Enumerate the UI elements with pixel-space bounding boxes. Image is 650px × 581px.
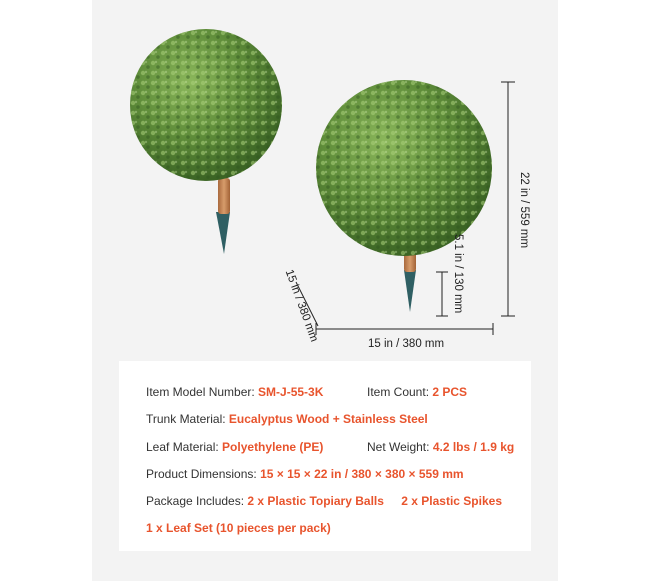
- spec-value: Eucalyptus Wood + Stainless Steel: [228, 412, 428, 426]
- spec-label: Product Dimensions:: [146, 467, 257, 481]
- spec-row-weight: [367, 440, 514, 454]
- spec-row-trunk: [146, 412, 428, 426]
- spec-value: 2 x Plastic Spikes: [401, 494, 502, 508]
- spec-row-dimensions: [146, 467, 464, 481]
- spec-label: Item Model Number:: [146, 385, 255, 399]
- spec-label: Item Count:: [367, 385, 430, 399]
- spec-value: 15 × 15 × 22 in / 380 × 380 × 559 mm: [260, 467, 464, 481]
- spec-row-package: [146, 494, 502, 508]
- spec-label: Package Includes:: [146, 494, 245, 508]
- left-topiary: [130, 29, 282, 254]
- spec-value: 2 PCS: [432, 385, 468, 399]
- right-spike: [404, 270, 416, 312]
- spec-label: Trunk Material:: [146, 412, 226, 426]
- spec-row-leaf: [146, 440, 323, 454]
- left-trunk: [218, 178, 230, 214]
- spec-label: Leaf Material:: [146, 440, 219, 454]
- spec-value: 1 x Leaf Set (10 pieces per pack): [146, 521, 331, 535]
- spec-row-model: [146, 385, 323, 399]
- spec-row-count: [367, 385, 467, 399]
- spec-value: SM-J-55-3K: [258, 385, 324, 399]
- spec-label: Net Weight:: [367, 440, 430, 454]
- spec-row-package-cont: [146, 521, 331, 535]
- left-spike: [216, 212, 230, 254]
- spec-card: [119, 361, 531, 551]
- trunk-dimension-label: 5.1 in / 130 mm: [452, 234, 464, 314]
- width-dimension-label: 15 in / 380 mm: [368, 338, 445, 350]
- spec-value: Polyethylene (PE): [222, 440, 324, 454]
- spec-value: 4.2 lbs / 1.9 kg: [432, 440, 515, 454]
- height-dimension-label: 22 in / 559 mm: [518, 172, 530, 249]
- depth-dimension-label: 15 in / 380 mm: [282, 268, 321, 344]
- spec-value: 2 x Plastic Topiary Balls: [247, 494, 384, 508]
- right-topiary: [316, 80, 492, 312]
